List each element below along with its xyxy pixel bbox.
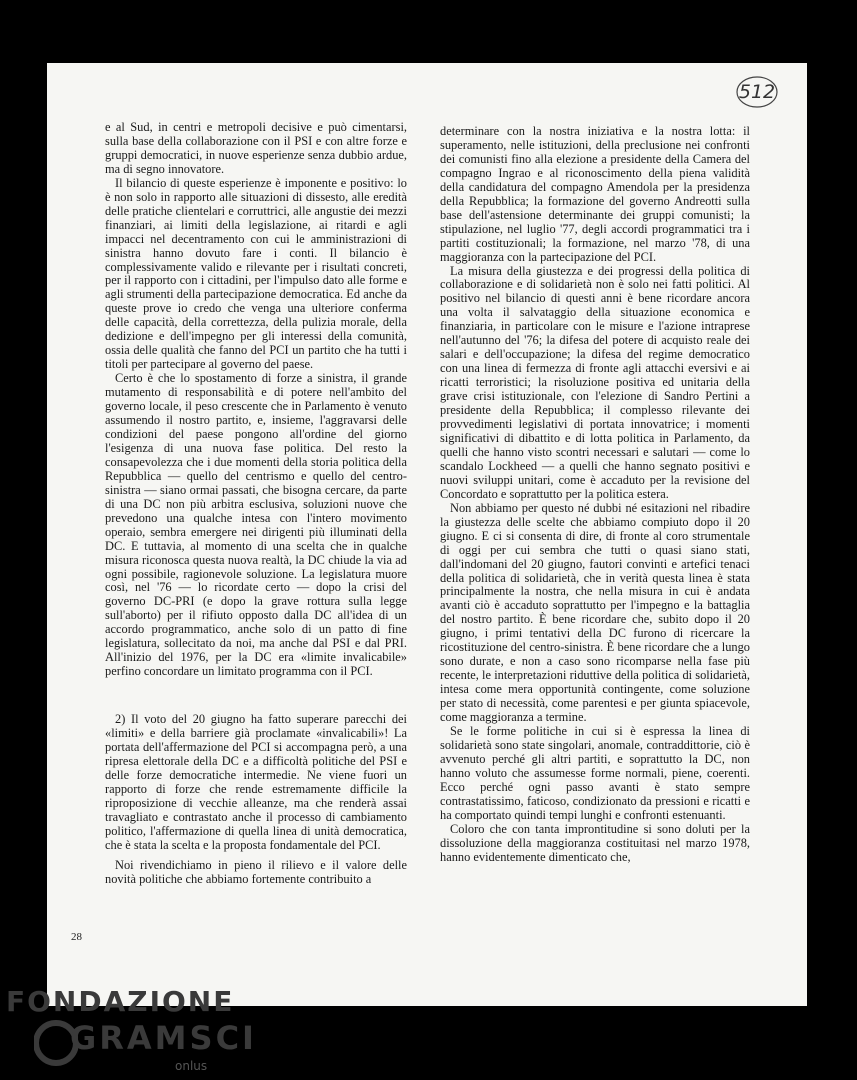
paragraph: Coloro che con tanta improntitudine si sono doluti per la dissoluzione della maggioranza costituitasi nel marzo 1978, hanno evidentemente dimenticato che, [440, 821, 750, 864]
paragraph: Noi rivendichiamo in pieno il rilievo e il valore delle novità politiche che abbiamo fortemente contribuito a [105, 857, 407, 886]
page-number: 28 [71, 931, 82, 943]
right-column [440, 125, 750, 865]
watermark-line2: GRAMSCI [70, 1019, 257, 1057]
paragraph: 2) Il voto del 20 giugno ha fatto superare parecchi dei «limiti» e della barriere già proclamate «invalicabili»! La portata dell'affermazione del PCI si accompagna però, a una ripresa elettorale della DC e a difficoltà politiche del PSI e delle forze democratiche intermedie. Ne viene fuori un rapporto di forze che rende estremamente difficile la riproposizione di vecchie alleanze, ma che renderà assai travagliato e contrastato anche il processo di cambiamento politico, l'affermazione di quella linea di unità democratica, che è stata la scelta e la proposta fondamentale del PCI. [105, 712, 407, 852]
archive-stamp [735, 75, 779, 109]
watermark-line3: onlus [175, 1059, 208, 1073]
paragraph: Se le forme politiche in cui si è espressa la linea di solidarietà sono state singolari, anomale, contraddittorie, ciò è avvenuto perché gli altri partiti, e soprattutto la DC, non hanno voluto che assumesse forme normali, piene, coerenti. Ecco perché ogni passo avanti è stato sempre contrastatissimo, faticoso, condizionato da pressioni e ricatti e ha comportato quindi tempi lunghi e confronti estenuanti. [440, 723, 750, 822]
left-column [105, 121, 407, 887]
fondazione-gramsci-watermark [0, 983, 257, 1080]
paragraph: Certo è che lo spostamento di forze a sinistra, il grande mutamento di responsabilità e di potere nell'ambito del governo locale, il peso crescente che in Parlamento è venuto assumendo il nostro partito, e, insieme, l'aggravarsi delle condizioni del paese pongono all'ordine del giorno l'esigenza di una nuova fase politica. Del resto la consapevolezza che i due momenti della storia politica della Repubblica — quello del centrismo e quello del centro-sinistra — siano ormai passati, che bisogna cercare, da parte di una DC non più arbitra esclusiva, soluzioni nuove che prevedono una qualche intesa con l'intero movimento operaio, sembra emergere nei dirigenti più illuminati della DC. E tuttavia, al momento di una scelta che in qualche misura riconosca questa nuova realtà, la DC chiude la via ad ogni possibile, ragionevole soluzione. La legislatura muore così, nel '76 — lo ricordate certo — dopo la crisi del governo DC-PRI (e dopo la grave rottura sulla legge sull'aborto) per il rifiuto opposto dalla DC all'idea di un accordo programmatico, anche solo di un patto di fine legislatura, sollecitato da noi, ma anche dal PSI e dal PRI. All'inizio del 1976, per la DC era «limite invalicabile» perfino concordare un limitato programma con il PCI. [105, 371, 407, 679]
paragraph: Non abbiamo per questo né dubbi né esitazioni nel ribadire la giustezza delle scelte che abbiamo compiuto dopo il 20 giugno. E ci si consenta di dire, di fronte al coro strumentale di oggi per cui sembra che tutti o quasi siano stati, dall'indomani del 20 giugno, fautori convinti e artefici tenaci della politica di solidarietà, che in verità questa linea è stata principalmente la nostra, che nella misura in cui è andata avanti ciò è accaduto soprattutto per l'impegno e la battaglia del nostro partito. È bene ricordare che, subito dopo il 20 giugno, i primi tentativi della DC furono di ricercare la ricostituzione del centro-sinistra. È bene ricordare che a lungo sono durate, e non a caso sono ricomparse nella fase più recente, le interpretazioni riduttive della politica di solidarietà, intesa come mera opportunità contingente, come soluzione per stato di necessità, come parentesi e per giunta spiacevole, come maggioranza a termine. [440, 500, 750, 725]
paragraph: e al Sud, in centri e metropoli decisive e può cimentarsi, sulla base della collaborazione con il PSI e con altre forze e gruppi democratici, in nuove esperienze senza dubbio ardue, ma di segno innovatore. [105, 120, 407, 176]
watermark-line1: FONDAZIONE [6, 985, 235, 1018]
paragraph: La misura della giustezza e dei progressi della politica di collaborazione e di solidarietà non è solo nei fatti politici. Al positivo nel bilancio di questi anni è bene ricordare ancora una volta il salvataggio della situazione economica e finanziaria, in particolare con le misure e l'azione intraprese nell'autunno del '76; la difesa del potere di acquisto reale dei salari e dell'occupazione; la difesa del regime democratico con una linea di fermezza di fronte agli attacchi eversivi e ai ricatti terroristici; la risoluzione positiva ed unitaria della grave crisi istituzionale, con l'elezione di Sandro Pertini a presidente della Repubblica; il complesso rilevante dei provvedimenti legislativi di portata innovatrice; i momenti significativi di dibattito e di lotta politica in Parlamento, da quelli che hanno visto scontri necessari e salutari — come lo scandalo Lockheed — a quelli che hanno segnato positivi e nuovi sviluppi unitari, come è accaduto per la revisione del Concordato e soprattutto per la politica estera. [440, 263, 750, 501]
document-page [47, 63, 807, 1006]
paragraph: determinare con la nostra iniziativa e la nostra lotta: il superamento, nelle istituzioni, della preclusione nei confronti dei comunisti fino alla elezione a presidente della Camera del compagno Ingrao e al riconoscimento della piena validità della candidatura del compagno Amendola per la presidenza della Repubblica; la formazione del governo Andreotti sulla base dell'astensione determinante dei gruppi comunisti; la stipulazione, nel luglio '77, degli accordi programmatici tra i partiti costituzionali; la formazione, nel marzo '78, di una maggioranza con la partecipazione del PCI. [440, 124, 750, 264]
paragraph: Il bilancio di queste esperienze è imponente e positivo: lo è non solo in rapporto alle situazioni di dissesto, alle eredità delle pratiche clientelari e corruttrici, alle angustie dei mezzi finanziari, ai limiti della legislazione, ai ritardi e agli impacci nel decentramento con cui le amministrazioni di sinistra hanno dovuto fare i conti. Il bilancio è complessivamente valido e rilevante per i risultati concreti, per il rapporto con i cittadini, per l'impulso dato alle forme e agli strumenti della partecipazione democratica. Ed anche da queste prove io credo che venga una ulteriore conferma delle capacità, della correttezza, della pulizia morale, della dedizione e dell'impegno per gli interessi della comunità, ossia delle qualità che fanno del PCI un partito che ha tutti i titoli per partecipare al governo del paese. [105, 175, 407, 372]
stamp-number: 512 [738, 81, 776, 103]
